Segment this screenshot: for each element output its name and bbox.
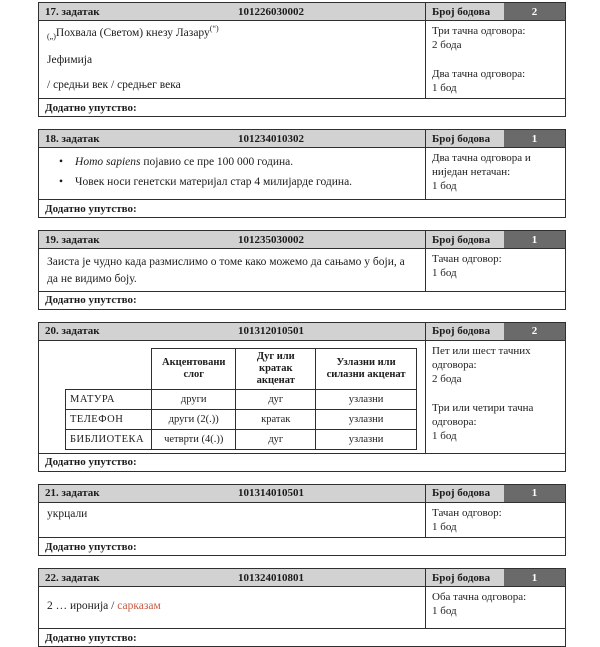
answer-cell bbox=[39, 249, 426, 290]
task-code: 101235030002 bbox=[238, 233, 304, 246]
scoring-text: Два тачна одговора и ниједан нетачан: bbox=[432, 152, 531, 179]
task-number: 22. задатак bbox=[45, 571, 100, 584]
scoring-cell bbox=[426, 587, 565, 628]
points-label: Број бодова bbox=[432, 5, 491, 18]
points-badge: 1 bbox=[504, 485, 565, 502]
scoring-cell bbox=[426, 148, 565, 199]
scoring-text: Два тачна одговора: bbox=[432, 68, 526, 81]
task-number: 21. задатак bbox=[45, 487, 100, 500]
answer-cell bbox=[39, 21, 426, 98]
scoring-text: Тачан одговор: bbox=[432, 506, 502, 519]
answer-line: $_{(„)}$Похвала (Светом) кнезу Лазару(“) bbox=[47, 24, 219, 41]
scoring-points: 1 бод bbox=[432, 267, 457, 280]
task-block-20 bbox=[38, 322, 566, 472]
scoring-points: 1 бод bbox=[432, 180, 457, 193]
task-header bbox=[39, 231, 565, 249]
scoring-points: 2 бода bbox=[432, 39, 462, 52]
instruction-label: Додатно упутство: bbox=[39, 537, 565, 555]
task-block-18 bbox=[38, 129, 566, 218]
scoring-points: 1 бод bbox=[432, 520, 457, 533]
optional-open-quote: („) bbox=[47, 32, 56, 41]
task-header bbox=[39, 323, 565, 341]
scoring-cell bbox=[426, 21, 565, 98]
task-header bbox=[39, 130, 565, 148]
answer-cell bbox=[39, 587, 426, 628]
highlighted-answer: сарказам bbox=[117, 600, 161, 612]
answer-bullet: • Човек носи генетски материјал стар 4 милијарде година. bbox=[59, 176, 353, 189]
task-header bbox=[39, 485, 565, 503]
scoring-text: Тачан одговор: bbox=[432, 253, 502, 266]
table-row: МАТУРА други дуг узлазни bbox=[66, 389, 417, 409]
task-number: 20. задатак bbox=[45, 325, 100, 338]
answer-bullet: • Homo sapiens појавио се пре 100 000 година. bbox=[59, 156, 294, 169]
answer-cell bbox=[39, 341, 426, 453]
points-badge: 1 bbox=[504, 130, 565, 147]
task-number: 17. задатак bbox=[45, 5, 100, 18]
scoring-points: 2 бода bbox=[432, 372, 462, 385]
scoring-points: 1 бод bbox=[432, 605, 457, 618]
points-badge: 1 bbox=[504, 231, 565, 248]
scoring-points: 1 бод bbox=[432, 82, 457, 95]
scoring-points: 1 бод bbox=[432, 430, 457, 443]
task-number: 18. задатак bbox=[45, 132, 100, 145]
accent-table-header: Акцентовани слог bbox=[152, 348, 236, 389]
task-number: 19. задатак bbox=[45, 233, 100, 246]
scoring-text: Оба тачна одговора: bbox=[432, 591, 527, 603]
answer-cell bbox=[39, 148, 426, 199]
task-code: 101234010302 bbox=[238, 132, 304, 145]
instruction-label: Додатно упутство: bbox=[39, 199, 565, 217]
bullet-dot-icon: • bbox=[59, 156, 64, 169]
task-block-17 bbox=[38, 2, 566, 117]
optional-close-quote: (“) bbox=[209, 24, 219, 33]
task-code: 101324010801 bbox=[238, 571, 304, 584]
points-label: Број бодова bbox=[432, 132, 491, 145]
scoring-cell bbox=[426, 503, 565, 537]
instruction-label: Додатно упутство: bbox=[39, 98, 565, 116]
bullet-dot-icon: • bbox=[59, 176, 64, 189]
accent-table-header: Узлазни или силазни акценат bbox=[316, 348, 417, 389]
points-label: Број бодова bbox=[432, 487, 491, 500]
accent-answer-table bbox=[65, 348, 417, 450]
answer-line: укрцали bbox=[47, 507, 88, 520]
answer-line: / средњи век / средњег века bbox=[47, 79, 181, 91]
instruction-label: Додатно упутство: bbox=[39, 453, 565, 471]
table-row: БИБЛИОТЕКА четврти (4(.)) дуг узлазни bbox=[66, 429, 417, 449]
scoring-cell bbox=[426, 249, 565, 290]
scoring-text: Три или четири тачна одговора: bbox=[432, 401, 534, 428]
task-block-22 bbox=[38, 568, 566, 647]
task-header bbox=[39, 569, 565, 587]
task-code: 101226030002 bbox=[238, 5, 304, 18]
instruction-label: Додатно упутство: bbox=[39, 628, 565, 646]
scoring-text: Пет или шест тачних одговора: bbox=[432, 344, 531, 371]
answer-line: Јефимија bbox=[47, 54, 93, 66]
task-header bbox=[39, 3, 565, 21]
points-label: Број бодова bbox=[432, 325, 491, 338]
answer-cell bbox=[39, 503, 426, 537]
points-badge: 2 bbox=[504, 323, 565, 340]
task-code: 101314010501 bbox=[238, 487, 304, 500]
points-badge: 1 bbox=[504, 569, 565, 586]
instruction-label: Додатно упутство: bbox=[39, 291, 565, 309]
points-badge: 2 bbox=[504, 3, 565, 20]
task-block-21 bbox=[38, 484, 566, 556]
table-row: ТЕЛЕФОН други (2(.)) кратак узлазни bbox=[66, 409, 417, 429]
scoring-text: Три тачна одговора: bbox=[432, 25, 526, 37]
points-label: Број бодова bbox=[432, 571, 491, 584]
answer-line: 2 … иронија / сарказам bbox=[47, 600, 161, 612]
task-block-19 bbox=[38, 230, 566, 309]
answer-line: Заиста је чудно када размислимо о томе како можемо да сањамо у боји, а да не видимо боју. bbox=[47, 256, 405, 285]
task-code: 101312010501 bbox=[238, 325, 304, 338]
points-label: Број бодова bbox=[432, 233, 491, 246]
accent-table-header: Дуг или кратак акценат bbox=[236, 348, 316, 389]
scoring-cell bbox=[426, 341, 565, 453]
